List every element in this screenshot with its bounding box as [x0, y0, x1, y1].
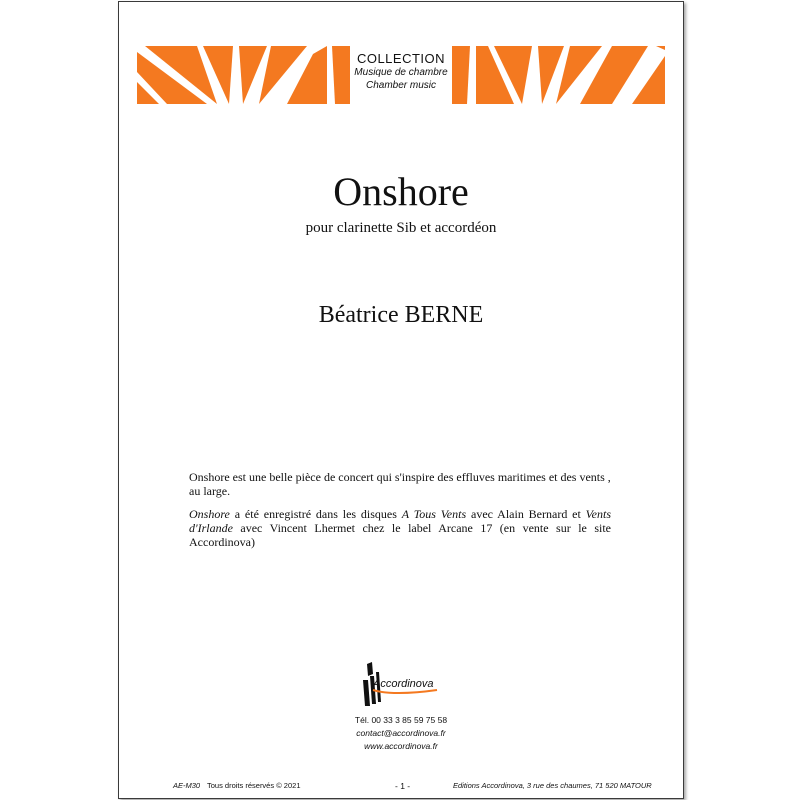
website-link[interactable]: www.accordinova.fr — [364, 741, 438, 751]
collection-label-box — [350, 46, 452, 104]
description — [189, 470, 611, 558]
publisher-address: Editions Accordinova, 3 rue des chaumes, 71 520 MATOUR — [453, 781, 652, 790]
collection-title: COLLECTION — [356, 51, 446, 66]
phone-number: Tél. 00 33 3 85 59 75 58 — [354, 715, 448, 725]
email-link[interactable]: contact@accordinova.fr — [356, 728, 446, 738]
piece-title: Onshore — [333, 169, 469, 214]
composer-name: Béatrice BERNE — [318, 302, 484, 328]
collection-banner — [137, 46, 665, 104]
collection-line-2: Chamber music — [365, 80, 437, 91]
logo-text: Accordinova — [373, 678, 434, 690]
album-title-2: Vents d'Irlande — [189, 507, 612, 535]
piece-title-ref: Onshore — [189, 507, 230, 521]
copyright-notice: Tous droits réservés © 2021 — [207, 781, 301, 790]
instrumentation: pour clarinette Sib et accordéon — [305, 220, 497, 236]
album-title-1: A Tous Vents — [401, 507, 467, 521]
score-cover-page — [118, 1, 684, 799]
banner-right-pattern — [452, 46, 665, 104]
description-paragraph-2: Onshore a été enregistré dans les disques A Tous Vents avec Alain Bernard et Vents d'Irlande avec Vincent Lhermet chez le label Arcane 17 (en vente sur le site Accordinova) — [189, 507, 612, 549]
page-number: - 1 - — [395, 781, 411, 791]
banner-left-pattern — [137, 46, 350, 104]
contact-info — [119, 714, 683, 753]
accordinova-logo — [359, 660, 443, 710]
description-paragraph-1: Onshore est une belle pièce de concert qui s'inspire des effluves maritimes et des vents , au large. — [189, 470, 611, 498]
catalog-reference: AE-M30 — [173, 781, 201, 790]
collection-line-1: Musique de chambre — [354, 67, 448, 78]
